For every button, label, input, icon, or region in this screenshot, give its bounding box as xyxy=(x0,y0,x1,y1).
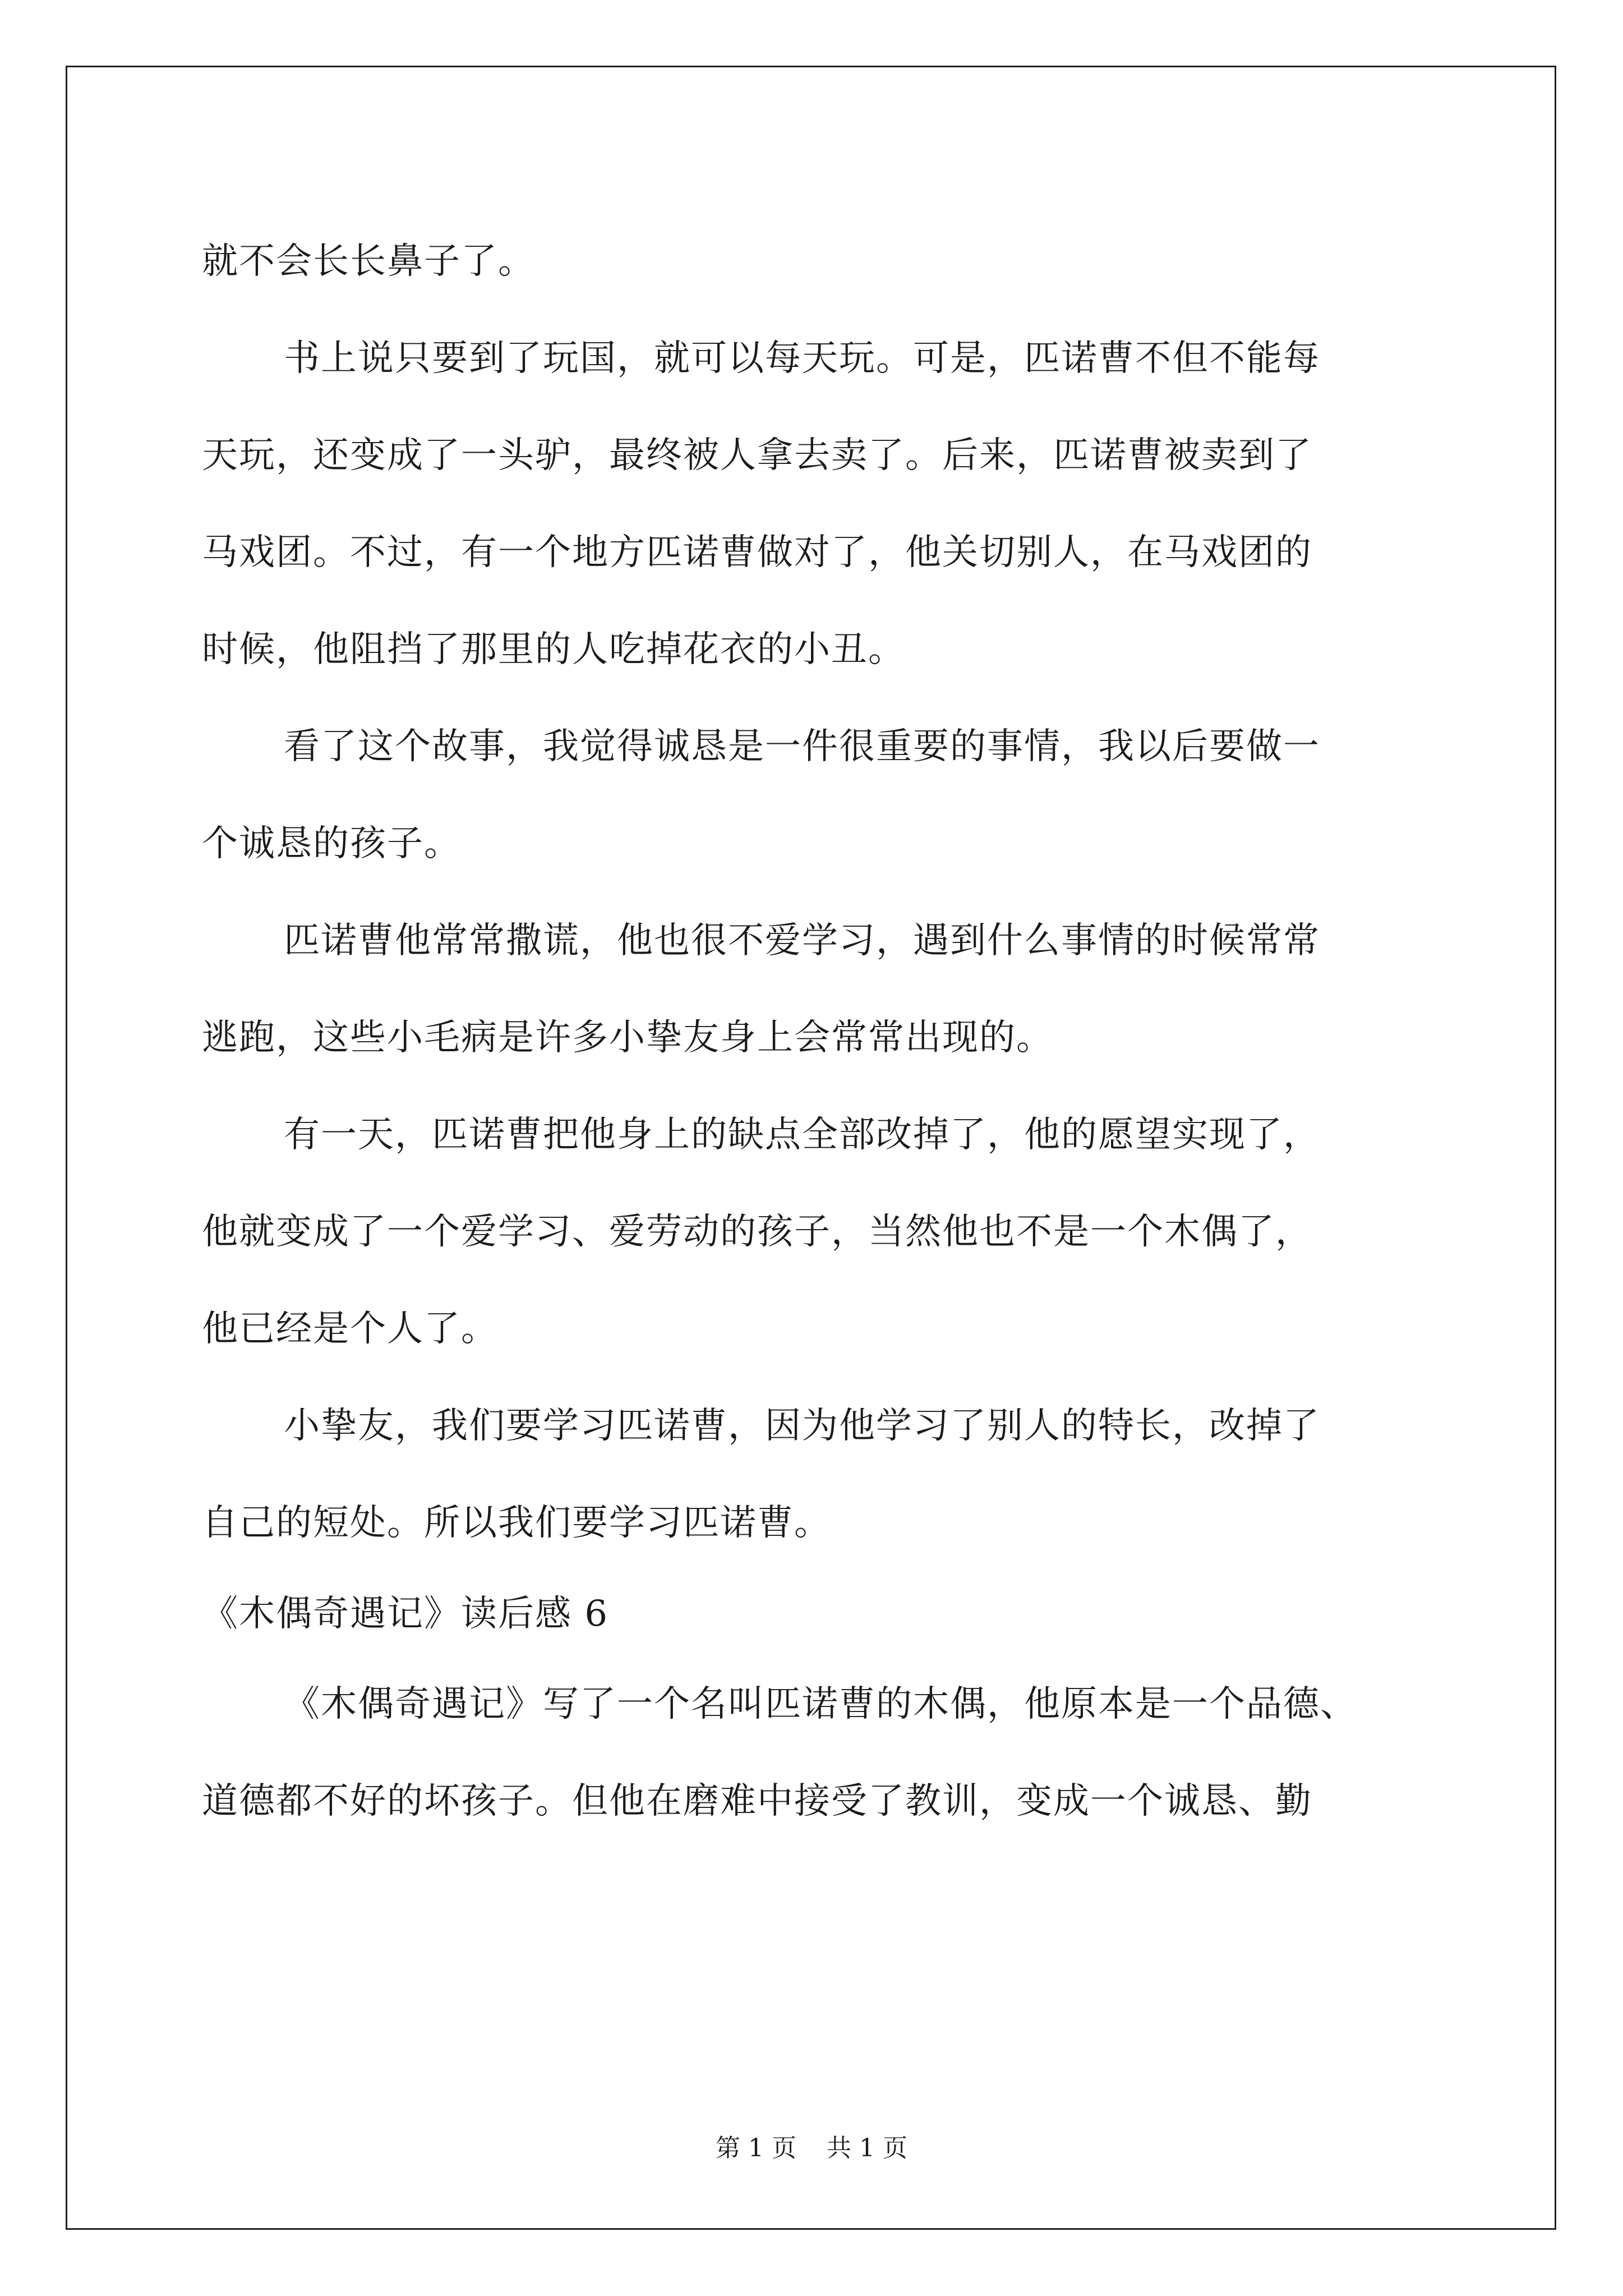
page-footer xyxy=(0,2132,1623,2165)
text-line: 有一天，匹诺曹把他身上的缺点全部改掉了，他的愿望实现了， xyxy=(284,1114,1320,1156)
page-total: 共 1 页 xyxy=(827,2134,907,2162)
section-heading: 《木偶奇遇记》读后感 6 xyxy=(202,1593,609,1635)
text-line: 他就变成了一个爱学习、爱劳动的孩子，当然他也不是一个木偶了， xyxy=(202,1211,1312,1253)
text-line: 个诚恳的孩子。 xyxy=(202,823,461,864)
text-line: 小挚友，我们要学习匹诺曹，因为他学习了别人的特长，改掉了 xyxy=(284,1405,1320,1447)
text-line: 看了这个故事，我觉得诚恳是一件很重要的事情，我以后要做一 xyxy=(284,726,1320,767)
text-line: 书上说只要到了玩国，就可以每天玩。可是，匹诺曹不但不能每 xyxy=(284,338,1320,379)
text-line: 自己的短处。所以我们要学习匹诺曹。 xyxy=(202,1502,831,1544)
text-line: 匹诺曹他常常撒谎，他也很不爱学习，遇到什么事情的时候常常 xyxy=(284,920,1320,961)
text-line: 《木偶奇遇记》写了一个名叫匹诺曹的木偶，他原本是一个品德、 xyxy=(284,1683,1357,1725)
document-body xyxy=(202,213,1424,1850)
page-number: 第 1 页 xyxy=(716,2134,796,2162)
text-line: 逃跑，这些小毛病是许多小挚友身上会常常出现的。 xyxy=(202,1017,1053,1059)
text-line: 时候，他阻挡了那里的人吃掉花衣的小丑。 xyxy=(202,629,905,670)
text-line: 天玩，还变成了一头驴，最终被人拿去卖了。后来，匹诺曹被卖到了 xyxy=(202,435,1312,476)
text-line: 就不会长长鼻子了。 xyxy=(202,241,535,282)
text-line: 马戏团。不过，有一个地方匹诺曹做对了，他关切别人，在马戏团的 xyxy=(202,532,1312,573)
text-line: 他已经是个人了。 xyxy=(202,1308,498,1350)
text-line: 道德都不好的坏孩子。但他在磨难中接受了教训，变成一个诚恳、勤 xyxy=(202,1780,1312,1822)
